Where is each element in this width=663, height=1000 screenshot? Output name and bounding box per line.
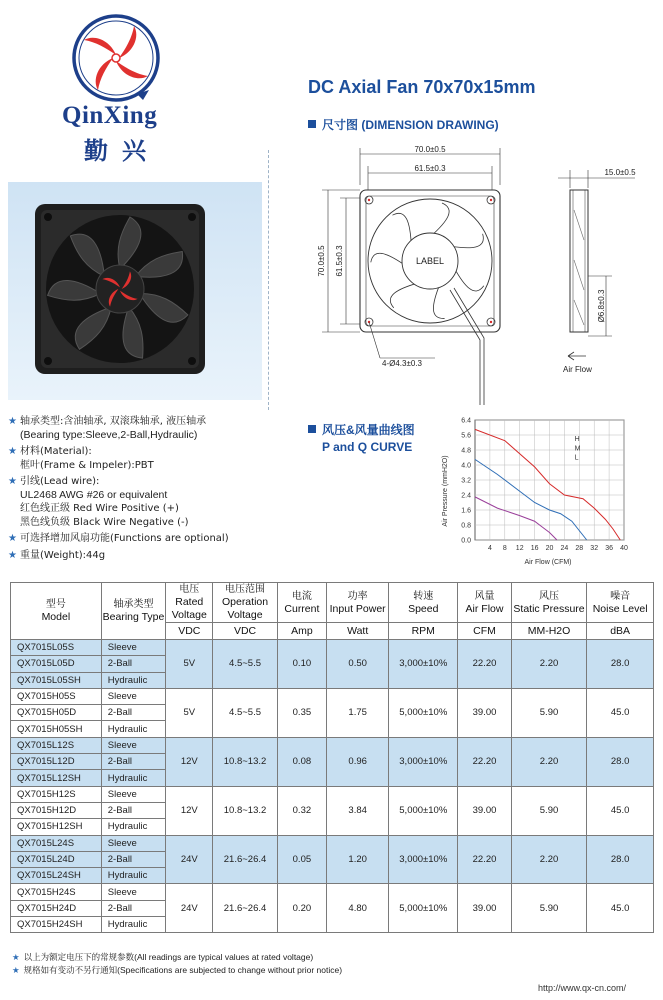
x-tick-label: 16 bbox=[530, 545, 539, 552]
unit-cell: CFM bbox=[458, 623, 512, 640]
star-bullet-icon: ★ bbox=[8, 446, 17, 457]
pressure-cell: 5.90 bbox=[511, 786, 586, 835]
x-tick-label: 8 bbox=[502, 545, 507, 552]
divider bbox=[268, 150, 269, 410]
voltage-cell: 24V bbox=[166, 835, 213, 884]
unit-cell: VDC bbox=[213, 623, 278, 640]
speed-cell: 3,000±10% bbox=[389, 835, 458, 884]
dim-hub: Ø6.8±0.3 bbox=[597, 289, 606, 323]
y-tick-label: 1.6 bbox=[461, 507, 471, 515]
model-cell: QX7015L24S bbox=[11, 835, 102, 851]
header-en: Operation Voltage bbox=[221, 596, 269, 621]
voltage-cell: 12V bbox=[166, 786, 213, 835]
note-2 bbox=[12, 964, 342, 977]
table-row bbox=[11, 640, 654, 656]
pq-section-title bbox=[308, 421, 415, 454]
header-en: Bearing Type bbox=[102, 611, 165, 623]
header-zh: 转速 bbox=[413, 590, 434, 602]
speed-cell: 3,000±10% bbox=[389, 640, 458, 689]
airflow-label: Air Flow bbox=[563, 365, 592, 374]
pressure-cell: 2.20 bbox=[511, 737, 586, 786]
current-cell: 0.32 bbox=[277, 786, 326, 835]
voltage-cell: 12V bbox=[166, 737, 213, 786]
spec-lead-en: UL2468 AWG #26 or equivalent bbox=[20, 488, 168, 501]
spec-lead-black: 黑色线负级 Black Wire Negative (-) bbox=[20, 516, 189, 528]
current-cell: 0.05 bbox=[277, 835, 326, 884]
model-cell: QX7015H24S bbox=[11, 884, 102, 900]
bearing-cell: 2-Ball bbox=[101, 802, 166, 818]
bearing-cell: Hydraulic bbox=[101, 868, 166, 884]
table-row bbox=[11, 688, 654, 704]
model-cell: QX7015H24D bbox=[11, 900, 102, 916]
header-en: Current bbox=[284, 602, 320, 615]
model-cell: QX7015L24SH bbox=[11, 868, 102, 884]
header-bearing-type bbox=[101, 583, 166, 640]
spec-material bbox=[8, 445, 268, 472]
y-tick-label: 0.0 bbox=[461, 537, 471, 545]
flow-cell: 22.20 bbox=[458, 835, 512, 884]
header-en: Rated Voltage bbox=[171, 596, 207, 621]
unit-cell: MM-H2O bbox=[511, 623, 586, 640]
dim-side-depth: 15.0±0.5 bbox=[604, 168, 636, 177]
spec-bearing-en: (Bearing type:Sleeve,2-Ball,Hydraulic) bbox=[20, 428, 198, 441]
power-cell: 4.80 bbox=[327, 884, 389, 933]
bearing-cell: Sleeve bbox=[101, 688, 166, 704]
header-en: Noise Level bbox=[592, 602, 648, 615]
bearing-cell: Sleeve bbox=[101, 737, 166, 753]
brand-name-en: QinXing bbox=[62, 102, 158, 129]
speed-cell: 5,000±10% bbox=[389, 786, 458, 835]
unit-cell: VDC bbox=[166, 623, 213, 640]
star-bullet-icon: ★ bbox=[12, 952, 20, 962]
dim-front-inner-width: 61.5±0.3 bbox=[414, 164, 446, 173]
range-cell: 21.6~26.4 bbox=[213, 835, 278, 884]
spec-bearing-zh: 轴承类型:含油轴承, 双滚珠轴承, 液压轴承 bbox=[20, 416, 207, 427]
range-cell: 21.6~26.4 bbox=[213, 884, 278, 933]
note-1-text: 以上为额定电压下的常规参数(All readings are typical values at rated voltage) bbox=[23, 952, 314, 962]
unit-cell: dBA bbox=[587, 623, 654, 640]
dimension-section-title bbox=[308, 116, 499, 133]
header-en: Air Flow bbox=[465, 602, 504, 615]
pq-chart bbox=[438, 416, 658, 576]
power-cell: 0.96 bbox=[327, 737, 389, 786]
pq-title-zh: 风压&风量曲线图 bbox=[322, 423, 415, 437]
bearing-cell: Hydraulic bbox=[101, 819, 166, 835]
chart-y-label: Air Pressure (mmH2O) bbox=[442, 455, 449, 527]
header-rated-voltage bbox=[166, 583, 213, 623]
power-cell: 1.75 bbox=[327, 688, 389, 737]
x-tick-label: 32 bbox=[590, 545, 599, 552]
series-label-M: M bbox=[574, 445, 581, 453]
header-en: Input Power bbox=[329, 602, 386, 615]
noise-cell: 28.0 bbox=[587, 640, 654, 689]
pressure-cell: 2.20 bbox=[511, 640, 586, 689]
spec-functions bbox=[8, 532, 268, 546]
model-cell: QX7015L12SH bbox=[11, 770, 102, 786]
header-zh: 型号 bbox=[45, 599, 66, 610]
model-cell: QX7015H05SH bbox=[11, 721, 102, 737]
bearing-cell: 2-Ball bbox=[101, 656, 166, 672]
fan-illustration bbox=[8, 182, 262, 400]
speed-cell: 3,000±10% bbox=[389, 737, 458, 786]
brand-name-zh: 勤兴 bbox=[84, 136, 160, 165]
page-title: DC Axial Fan 70x70x15mm bbox=[308, 77, 536, 97]
x-tick-label: 24 bbox=[560, 545, 569, 552]
model-cell: QX7015L24D bbox=[11, 851, 102, 867]
y-tick-label: 5.6 bbox=[461, 432, 471, 440]
spec-bearing bbox=[8, 415, 268, 442]
spec-material-zh: 材料(Material): bbox=[20, 446, 92, 457]
square-bullet-icon bbox=[308, 425, 316, 433]
model-cell: QX7015L12D bbox=[11, 754, 102, 770]
y-tick-label: 4.8 bbox=[461, 447, 471, 455]
flow-cell: 22.20 bbox=[458, 640, 512, 689]
series-label-L: L bbox=[574, 454, 579, 462]
model-cell: QX7015H12S bbox=[11, 786, 102, 802]
header-zh: 电压范围 bbox=[225, 584, 266, 595]
bearing-cell: Sleeve bbox=[101, 640, 166, 656]
noise-cell: 45.0 bbox=[587, 884, 654, 933]
spec-list bbox=[8, 415, 268, 565]
speed-cell: 5,000±10% bbox=[389, 884, 458, 933]
bearing-cell: Sleeve bbox=[101, 884, 166, 900]
model-cell: QX7015H05S bbox=[11, 688, 102, 704]
brand-logo bbox=[67, 12, 167, 104]
dimension-title-text: 尺寸图 (DIMENSION DRAWING) bbox=[322, 118, 499, 132]
model-cell: QX7015L05D bbox=[11, 656, 102, 672]
power-cell: 3.84 bbox=[327, 786, 389, 835]
voltage-cell: 5V bbox=[166, 688, 213, 737]
range-cell: 10.8~13.2 bbox=[213, 737, 278, 786]
header-zh: 风压 bbox=[539, 590, 560, 602]
power-cell: 0.50 bbox=[327, 640, 389, 689]
table-row bbox=[11, 884, 654, 900]
header-operation-voltage bbox=[213, 583, 278, 623]
square-bullet-icon bbox=[308, 120, 316, 128]
noise-cell: 28.0 bbox=[587, 835, 654, 884]
pq-title-en: P and Q CURVE bbox=[322, 440, 413, 454]
label-text: LABEL bbox=[415, 256, 445, 266]
pressure-cell: 5.90 bbox=[511, 884, 586, 933]
bearing-cell: Hydraulic bbox=[101, 917, 166, 933]
x-tick-label: 40 bbox=[620, 545, 628, 552]
fan-photo bbox=[8, 182, 262, 400]
bearing-cell: 2-Ball bbox=[101, 705, 166, 721]
bearing-cell: Hydraulic bbox=[101, 770, 166, 786]
header-zh: 风量 bbox=[474, 590, 495, 602]
y-tick-label: 6.4 bbox=[461, 417, 471, 425]
star-bullet-icon: ★ bbox=[12, 965, 20, 975]
dim-front-width: 70.0±0.5 bbox=[414, 145, 446, 154]
y-tick-label: 3.2 bbox=[461, 477, 471, 485]
current-cell: 0.20 bbox=[277, 884, 326, 933]
model-cell: QX7015H05D bbox=[11, 705, 102, 721]
range-cell: 4.5~5.5 bbox=[213, 688, 278, 737]
header-en: Static Pressure bbox=[513, 602, 585, 615]
table-row bbox=[11, 786, 654, 802]
spec-lead-red: 红色线正级 Red Wire Positive (+) bbox=[20, 503, 179, 514]
spec-material-en: 框叶(Frame & Impeler):PBT bbox=[20, 459, 154, 471]
header-static-pressure bbox=[511, 583, 586, 623]
power-cell: 1.20 bbox=[327, 835, 389, 884]
y-tick-label: 4.0 bbox=[461, 462, 471, 470]
noise-cell: 45.0 bbox=[587, 688, 654, 737]
bearing-cell: Hydraulic bbox=[101, 721, 166, 737]
header-zh: 功率 bbox=[347, 590, 368, 602]
flow-cell: 39.00 bbox=[458, 884, 512, 933]
model-cell: QX7015L12S bbox=[11, 737, 102, 753]
model-cell: QX7015L05SH bbox=[11, 672, 102, 688]
header-zh: 电流 bbox=[291, 590, 312, 602]
note-2-text: 规格如有变动不另行通知(Specifications are subjected to change without prior notice) bbox=[23, 965, 343, 975]
table-header-row bbox=[11, 583, 654, 623]
header-en: Model bbox=[41, 611, 71, 623]
pressure-cell: 5.90 bbox=[511, 688, 586, 737]
x-tick-label: 4 bbox=[487, 545, 492, 552]
website-link[interactable]: http://www.qx-cn.com/ bbox=[538, 983, 627, 993]
dim-front-inner-height: 61.5±0.3 bbox=[335, 245, 344, 277]
dim-hole: 4-Ø4.3±0.3 bbox=[382, 359, 422, 368]
spec-table bbox=[10, 582, 654, 933]
header-zh: 轴承类型 bbox=[113, 599, 154, 610]
bearing-cell: Hydraulic bbox=[101, 672, 166, 688]
x-tick-label: 36 bbox=[605, 545, 613, 552]
header-zh: 电压 bbox=[179, 584, 200, 595]
model-cell: QX7015H24SH bbox=[11, 917, 102, 933]
x-tick-label: 12 bbox=[515, 545, 524, 552]
current-cell: 0.08 bbox=[277, 737, 326, 786]
star-bullet-icon: ★ bbox=[8, 476, 17, 487]
range-cell: 4.5~5.5 bbox=[213, 640, 278, 689]
header-en: Speed bbox=[408, 602, 439, 615]
note-1 bbox=[12, 951, 342, 964]
voltage-cell: 5V bbox=[166, 640, 213, 689]
bearing-cell: 2-Ball bbox=[101, 900, 166, 916]
model-cell: QX7015H12D bbox=[11, 802, 102, 818]
bearing-cell: 2-Ball bbox=[101, 851, 166, 867]
current-cell: 0.35 bbox=[277, 688, 326, 737]
spec-weight-text: 重量(Weight):44g bbox=[20, 549, 106, 561]
noise-cell: 45.0 bbox=[587, 786, 654, 835]
table-row bbox=[11, 737, 654, 753]
current-cell: 0.10 bbox=[277, 640, 326, 689]
flow-cell: 22.20 bbox=[458, 737, 512, 786]
unit-cell: RPM bbox=[389, 623, 458, 640]
table-row bbox=[11, 835, 654, 851]
bearing-cell: 2-Ball bbox=[101, 754, 166, 770]
spec-functions-text: 可选择增加风扇功能(Functions are optional) bbox=[20, 533, 229, 544]
voltage-cell: 24V bbox=[166, 884, 213, 933]
flow-cell: 39.00 bbox=[458, 786, 512, 835]
x-tick-label: 28 bbox=[575, 545, 584, 552]
star-bullet-icon: ★ bbox=[8, 549, 17, 561]
spec-weight bbox=[8, 549, 268, 563]
x-tick-label: 20 bbox=[545, 545, 554, 552]
bearing-cell: Sleeve bbox=[101, 786, 166, 802]
noise-cell: 28.0 bbox=[587, 737, 654, 786]
star-bullet-icon: ★ bbox=[8, 533, 17, 544]
star-bullet-icon: ★ bbox=[8, 416, 17, 427]
dim-front-height: 70.0±0.5 bbox=[317, 245, 326, 277]
dimension-drawing bbox=[300, 140, 660, 410]
pressure-cell: 2.20 bbox=[511, 835, 586, 884]
y-tick-label: 2.4 bbox=[461, 492, 471, 500]
header-current bbox=[277, 583, 326, 623]
unit-cell: Amp bbox=[277, 623, 326, 640]
header-noise-level bbox=[587, 583, 654, 623]
header-zh: 噪音 bbox=[610, 590, 631, 602]
range-cell: 10.8~13.2 bbox=[213, 786, 278, 835]
chart-x-label: Air Flow (CFM) bbox=[524, 559, 572, 566]
spec-lead-wire bbox=[8, 475, 268, 529]
flow-cell: 39.00 bbox=[458, 688, 512, 737]
spec-lead-zh: 引线(Lead wire): bbox=[20, 476, 100, 487]
series-label-H: H bbox=[574, 435, 580, 443]
header-air-flow bbox=[458, 583, 512, 623]
header-input-power bbox=[327, 583, 389, 623]
y-tick-label: 0.8 bbox=[461, 522, 471, 530]
notes bbox=[12, 951, 342, 977]
speed-cell: 5,000±10% bbox=[389, 688, 458, 737]
model-cell: QX7015H12SH bbox=[11, 819, 102, 835]
header-model bbox=[11, 583, 102, 640]
header-speed bbox=[389, 583, 458, 623]
bearing-cell: Sleeve bbox=[101, 835, 166, 851]
unit-cell: Watt bbox=[327, 623, 389, 640]
model-cell: QX7015L05S bbox=[11, 640, 102, 656]
